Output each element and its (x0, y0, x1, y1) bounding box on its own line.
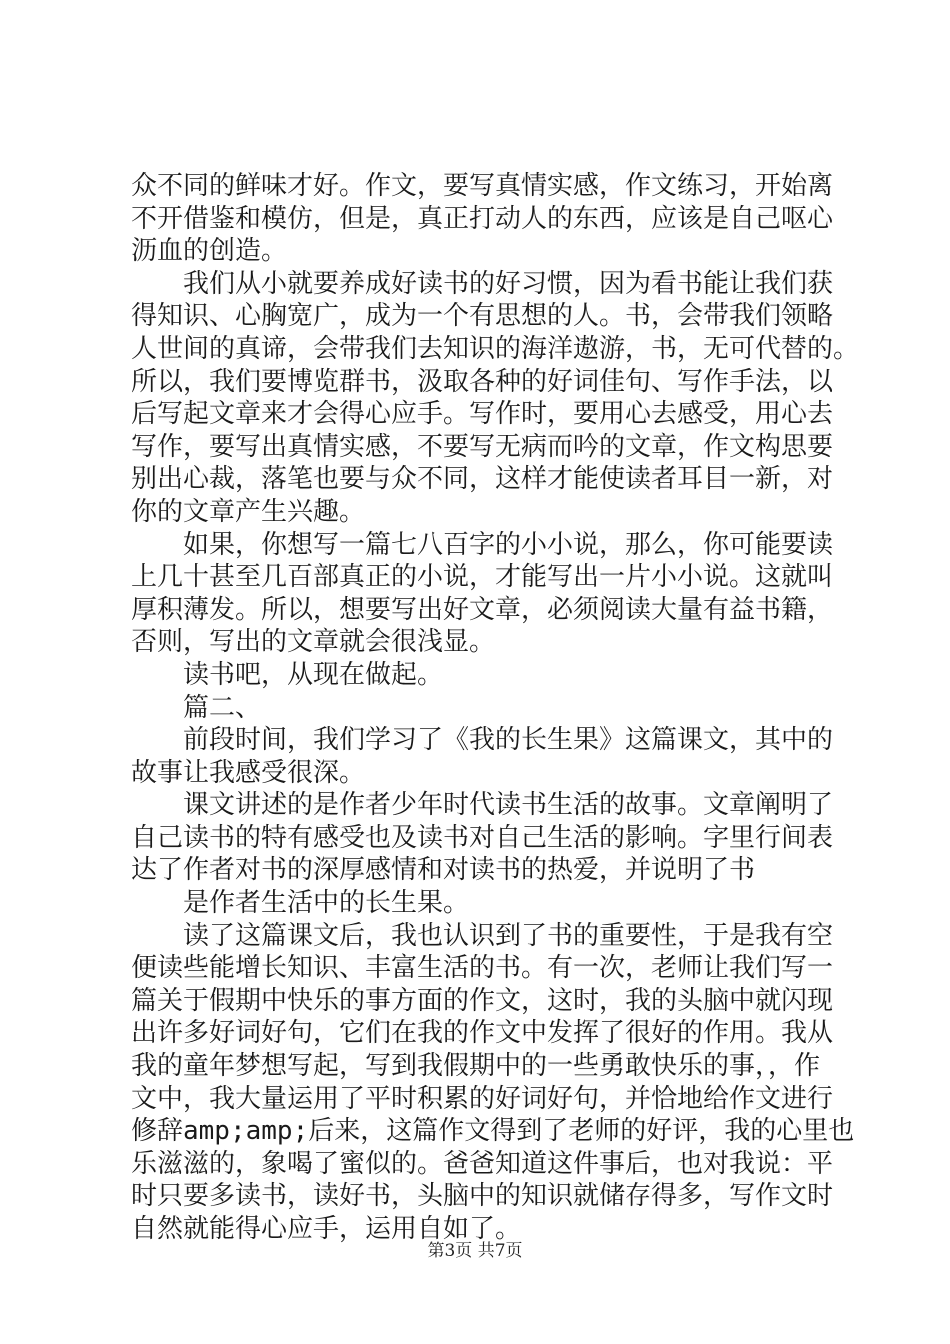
text-line: 不开借鉴和模仿，但是，真正打动人的东西，应该是自己呕心 (131, 203, 834, 234)
text-line: 否则，写出的文章就会很浅显。 (131, 627, 496, 658)
text-line: 达了作者对书的深厚感情和对读书的热爱，并说明了书 (131, 855, 756, 886)
text-line: 我的童年梦想写起，写到我假期中的一些勇敢快乐的事，，作 (131, 1051, 821, 1082)
text-line: 故事让我感受很深。 (131, 757, 366, 788)
text-line: 自然就能得心应手，运用自如了。 (131, 1214, 522, 1244)
text-line: 自己读书的特有感受也及读书对自己生活的影响。字里行间表 (131, 822, 834, 853)
text-line: 课文讲述的是作者少年时代读书生活的故事。文章阐明了 (183, 790, 834, 821)
text-line: 写作，要写出真情实感，不要写无病而吟的文章，作文构思要 (131, 431, 834, 462)
page-footer: 第3页 共7页 (427, 1241, 523, 1261)
text-line: 别出心裁，落笔也要与众不同，这样才能使读者耳目一新，对 (131, 464, 834, 495)
text-line: 得知识、心胸宽广，成为一个有思想的人。书，会带我们领略 (131, 301, 834, 332)
text-line: 文中，我大量运用了平时积累的好词好句，并恰地给作文进行 (131, 1083, 834, 1114)
text-line: 修辞amp;amp;后来，这篇作文得到了老师的好评，我的心里也 (131, 1116, 855, 1147)
text-line: 你的文章产生兴趣。 (131, 496, 366, 527)
text-line: 读了这篇课文后，我也认识到了书的重要性，于是我有空 (183, 920, 834, 951)
text-line: 后写起文章来才会得心应手。写作时，要用心去感受，用心去 (131, 399, 834, 430)
document-body (131, 170, 860, 1246)
text-line: 读书吧，从现在做起。 (183, 659, 444, 690)
text-line: 上几十甚至几百部真正的小说，才能写出一片小小说。这就叫 (131, 562, 834, 593)
text-line: 便读些能增长知识、丰富生活的书。有一次，老师让我们写一 (131, 953, 834, 984)
text-line: 我们从小就要养成好读书的好习惯，因为看书能让我们获 (183, 268, 834, 299)
text-line: 众不同的鲜味才好。作文，要写真情实感，作文练习，开始离 (131, 171, 834, 201)
text-line: 出许多好词好句，它们在我的作文中发挥了很好的作用。我从 (131, 1018, 834, 1049)
text-line: 乐滋滋的，象喝了蜜似的。爸爸知道这件事后，也对我说：平 (131, 1148, 834, 1179)
text-line: 前段时间，我们学习了《我的长生果》这篇课文，其中的 (183, 725, 834, 756)
text-line: 如果，你想写一篇七八百字的小小说，那么，你可能要读 (183, 529, 834, 560)
text-line: 沥血的创造。 (131, 236, 288, 267)
text-line: 篇二、 (183, 692, 262, 723)
text-line: 是作者生活中的长生果。 (183, 888, 470, 919)
text-line: 厚积薄发。所以，想要写出好文章，必须阅读大量有益书籍， (131, 594, 834, 625)
text-line: 人世间的真谛，会带我们去知识的海洋遨游，书，无可代替的。 (131, 333, 860, 364)
text-line: 时只要多读书，读好书，头脑中的知识就储存得多，写作文时 (131, 1181, 834, 1212)
text-line: 所以，我们要博览群书，汲取各种的好词佳句、写作手法，以 (131, 366, 834, 397)
text-line: 篇关于假期中快乐的事方面的作文，这时，我的头脑中就闪现 (131, 985, 834, 1016)
